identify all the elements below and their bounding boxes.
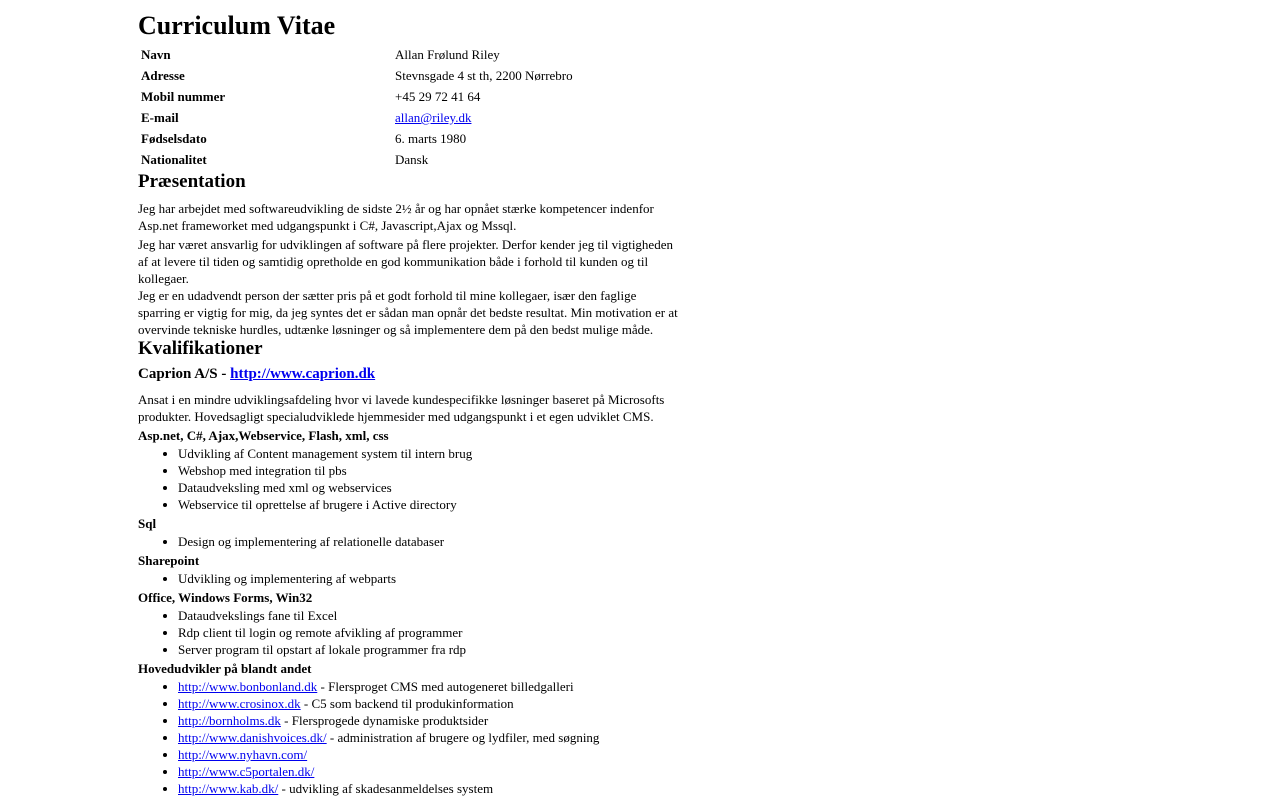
project-link[interactable]: http://www.nyhavn.com/ (178, 747, 308, 762)
page-title: Curriculum Vitae (138, 11, 336, 40)
project-list (138, 678, 678, 797)
company-heading (138, 364, 678, 384)
skill-list (138, 533, 678, 550)
project-description: - administration af brugere og lydfiler, med søgning (326, 730, 600, 745)
personal-info-table (138, 45, 576, 171)
info-row (138, 150, 576, 171)
list-item: • Rdp client til login og remote afvikling af programmer (178, 624, 678, 641)
presentation-paragraph: Jeg har arbejdet med softwareudvikling de sidste 2½ år og har opnået stærke kompetencer indenfor Asp.net frameworket med udgangspunkt i C#, Javascript,Ajax og Mssql. (138, 201, 654, 233)
company-description: Ansat i en mindre udviklingsafdeling hvor vi lavede kundespecifikke løsninger baseret på Microsofts produkter. Hovedsagligt specialudviklede hjemmesider med udgangspunkt i et egen udviklet CMS. (138, 392, 665, 424)
project-link[interactable]: http://www.danishvoices.dk/ (178, 730, 327, 745)
cv-page (138, 0, 678, 799)
list-item: • Udvikling og implementering af webparts (178, 570, 678, 587)
info-row (138, 87, 576, 108)
company-link[interactable]: http://www.caprion.dk (230, 366, 376, 382)
info-label: Fødselsdato (141, 131, 207, 146)
info-row (138, 45, 576, 66)
project-item (178, 780, 678, 797)
info-value: Dansk (395, 152, 429, 167)
skill-group-title: Sql (138, 516, 157, 531)
info-value: +45 29 72 41 64 (395, 89, 481, 104)
project-link[interactable]: http://www.bonbonland.dk (178, 679, 318, 694)
info-label: Navn (141, 47, 171, 62)
project-description: - udvikling af skadesanmeldelses system (278, 781, 494, 796)
project-item (178, 746, 678, 763)
info-row (138, 129, 576, 150)
presentation-paragraph: Jeg har været ansvarlig for udviklingen af software på flere projekter. Derfor kender jeg til vigtigheden af at levere til tiden og samtidig opretholde en god kommunikation både i forhold til kunden og til kollegaer. (138, 237, 673, 286)
info-label: Adresse (141, 68, 185, 83)
skill-list (138, 445, 678, 513)
info-label: Mobil nummer (141, 89, 226, 104)
list-item: • Webservice til oprettelse af brugere i Active directory (178, 496, 678, 513)
project-description: - C5 som backend til produkinformation (300, 696, 514, 711)
list-item: • Dataudvekslings fane til Excel (178, 607, 678, 624)
list-item: • Udvikling af Content management system til intern brug (178, 445, 678, 462)
info-label: Nationalitet (141, 152, 207, 167)
skill-group-title: Sharepoint (138, 553, 200, 568)
list-item: • Design og implementering af relationelle databaser (178, 533, 678, 550)
project-link[interactable]: http://bornholms.dk (178, 713, 281, 728)
info-row (138, 108, 576, 129)
project-item (178, 729, 678, 746)
email-link[interactable]: allan@riley.dk (395, 110, 472, 125)
project-link[interactable]: http://www.crosinox.dk (178, 696, 301, 711)
info-value (392, 108, 576, 129)
info-value: Stevnsgade 4 st th, 2200 Nørrebro (395, 68, 573, 83)
project-item (178, 712, 678, 729)
info-value: 6. marts 1980 (395, 131, 467, 146)
skill-group-title: Office, Windows Forms, Win32 (138, 590, 313, 605)
info-row (138, 66, 576, 87)
info-value: Allan Frølund Riley (395, 47, 500, 62)
project-description: - Flersproget CMS med autogeneret billedgalleri (317, 679, 574, 694)
project-item (178, 695, 678, 712)
skill-list (138, 607, 678, 658)
project-link[interactable]: http://www.c5portalen.dk/ (178, 764, 315, 779)
company-name: Caprion A/S - (138, 366, 231, 382)
project-item (178, 678, 678, 695)
qualifications-heading: Kvalifikationer (138, 338, 263, 359)
list-item: • Dataudveksling med xml og webservices (178, 479, 678, 496)
project-link[interactable]: http://www.kab.dk/ (178, 781, 279, 796)
list-item: • Webshop med integration til pbs (178, 462, 678, 479)
main-dev-title: Hovedudvikler på blandt andet (138, 661, 312, 676)
presentation-heading: Præsentation (138, 171, 246, 192)
skill-group-title: Asp.net, C#, Ajax,Webservice, Flash, xml, css (138, 428, 389, 443)
project-description: - Flersprogede dynamiske produktsider (280, 713, 489, 728)
list-item: • Server program til opstart af lokale programmer fra rdp (178, 641, 678, 658)
project-item (178, 763, 678, 780)
skill-list (138, 570, 678, 587)
presentation-paragraph: Jeg er en udadvendt person der sætter pris på et godt forhold til mine kollegaer, især den faglige sparring er vigtig for mig, da jeg syntes det er sådan man opnår det bedste resultat. Min motivation er at overvinde tekniske hurdles, udtænke løsninger og så implementere dem på den bedst mulige måde. (138, 288, 678, 337)
info-label: E-mail (141, 110, 179, 125)
